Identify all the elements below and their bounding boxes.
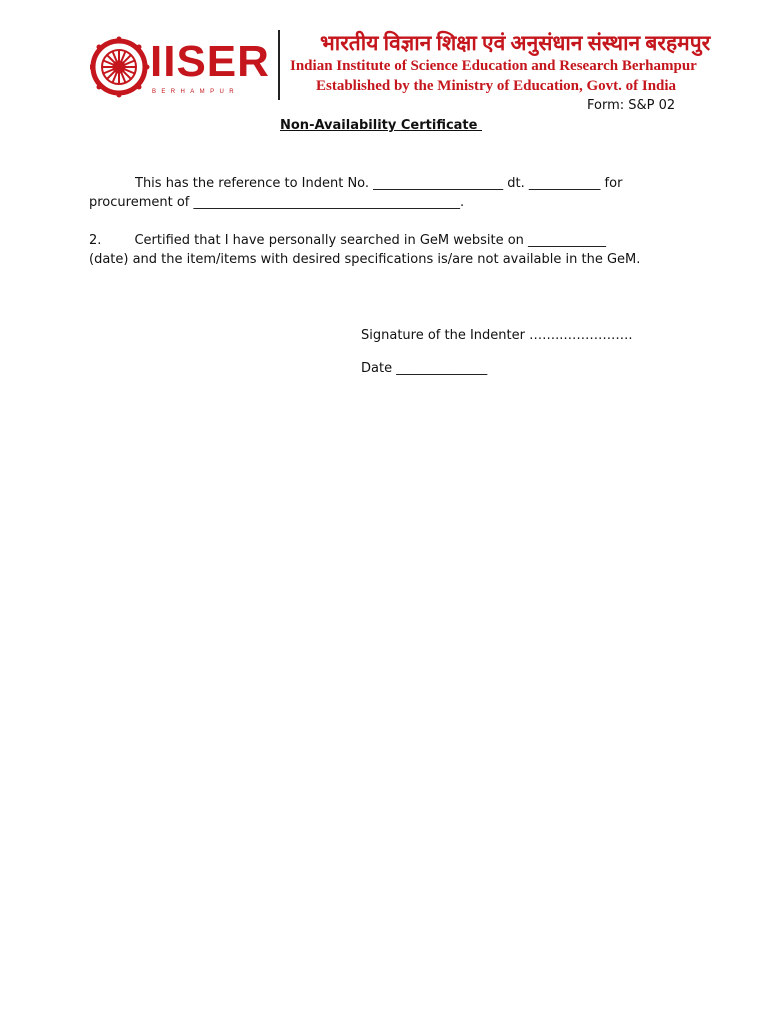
paragraph-1-line-1: This has the reference to Indent No. ____________________ dt. ___________ for (135, 176, 623, 191)
form-number: Form: S&P 02 (587, 98, 676, 113)
institute-established-line: Established by the Ministry of Education, Govt. of India (316, 78, 677, 94)
institute-name-hindi: भारतीय विज्ञान शिक्षा एवं अनुसंधान संस्थान बरहमपुर (320, 31, 711, 55)
paragraph-1-line-2: procurement of _________________________________________. (89, 195, 465, 210)
logo-subtext: BERHAMPUR (152, 89, 239, 95)
paragraph-2-line-2: (date) and the item/items with desired specifications is/are not available in the GeM. (89, 252, 641, 267)
chakra-wheel-icon (90, 34, 150, 100)
logo-wordmark: IISER (150, 37, 270, 86)
date-line: Date ______________ (361, 361, 488, 376)
indenter-signature-line: Signature of the Indenter ……..……………. (361, 328, 633, 343)
institute-name-english: Indian Institute of Science Education and Research Berhampur (290, 58, 697, 74)
iiser-logo (90, 34, 280, 100)
certificate-title: Non-Availability Certificate (280, 118, 482, 133)
paragraph-2-line-1: 2. Certified that I have personally searched in GeM website on ____________ (89, 233, 607, 248)
letterhead-divider (278, 30, 280, 100)
